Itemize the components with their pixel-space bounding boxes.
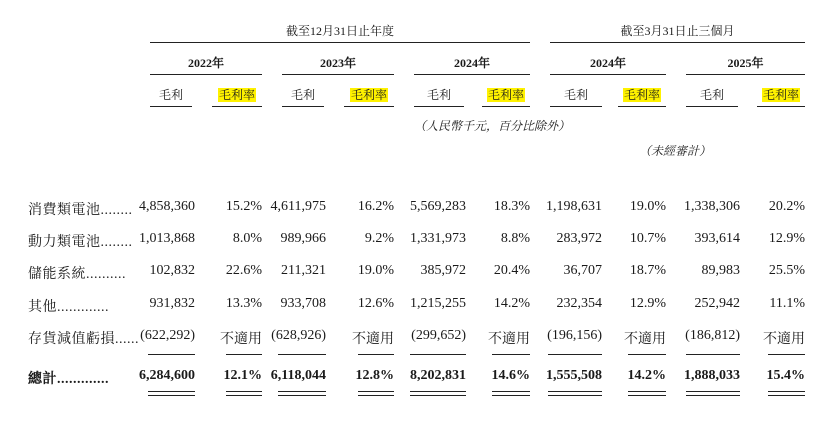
subtotal-rule (492, 354, 530, 355)
col-header-gross-profit: 毛利 (563, 88, 588, 102)
gross-margin-cell: 20.2% (768, 199, 805, 214)
gross-profit-cell: 1,215,255 (410, 296, 466, 311)
unaudited-note: （未經審計） (638, 144, 711, 158)
gross-profit-cell: 1,198,631 (546, 199, 602, 214)
gross-margin-cell: 不適用 (220, 332, 262, 347)
gross-profit-cell: 4,858,360 (139, 199, 195, 214)
fiscal-group-rule (150, 42, 530, 43)
gross-margin-cell: 12.8% (355, 368, 394, 383)
gross-margin-cell: 不適用 (488, 332, 530, 347)
row-label (28, 296, 109, 316)
total-double-rule-top (548, 391, 602, 392)
col-header-gross-margin: 毛利率 (487, 88, 524, 102)
gross-profit-cell: (299,652) (411, 328, 466, 343)
gross-margin-cell: 25.5% (768, 263, 805, 278)
gross-margin-cell: 不適用 (763, 332, 805, 347)
gross-margin-cell: 19.0% (629, 199, 666, 214)
col-header-gross-margin: 毛利率 (623, 88, 660, 102)
col-rule (344, 106, 394, 107)
col-rule (686, 106, 738, 107)
gross-margin-cell: 12.9% (768, 231, 805, 246)
year-header-2024: 2024年 (453, 56, 490, 70)
total-label (28, 368, 109, 388)
subtotal-rule (278, 354, 326, 355)
gross-profit-cell: 385,972 (420, 263, 466, 278)
total-double-rule-bottom (226, 395, 262, 396)
total-double-rule-bottom (278, 395, 326, 396)
gross-margin-cell: 14.6% (491, 368, 530, 383)
gross-profit-cell: 4,611,975 (270, 199, 326, 214)
gross-margin-cell: 10.7% (629, 231, 666, 246)
gross-margin-cell: 9.2% (364, 231, 394, 246)
total-double-rule-bottom (358, 395, 394, 396)
total-double-rule-top (410, 391, 466, 392)
gross-profit-cell: 6,118,044 (270, 368, 326, 383)
year-rule-2022 (150, 74, 262, 75)
gross-profit-cell: 1,888,033 (684, 368, 740, 383)
gross-margin-cell: 11.1% (769, 296, 805, 311)
dot-leader: ........ (100, 235, 133, 250)
col-rule (212, 106, 262, 107)
gross-profit-cell: 989,966 (280, 231, 326, 246)
gross-profit-cell: 283,972 (556, 231, 602, 246)
gross-margin-cell: 16.2% (357, 199, 394, 214)
col-header-gross-margin: 毛利率 (350, 88, 387, 102)
gross-profit-cell: 933,708 (280, 296, 326, 311)
year-header-2023: 2023年 (319, 56, 356, 70)
col-header-gross-margin: 毛利率 (762, 88, 799, 102)
subtotal-rule (226, 354, 262, 355)
gross-margin-cell: 12.1% (223, 368, 262, 383)
gross-margin-cell: 12.9% (629, 296, 666, 311)
subtotal-rule (628, 354, 666, 355)
subtotal-rule (410, 354, 466, 355)
year-rule-2024-q1 (550, 74, 666, 75)
gross-profit-cell: 931,832 (149, 296, 195, 311)
row-label-text: 總計 (28, 372, 57, 387)
col-header-gross-profit: 毛利 (426, 88, 451, 102)
total-double-rule-bottom (768, 395, 805, 396)
year-header-2024-q1: 2024年 (589, 56, 626, 70)
subtotal-rule (686, 354, 740, 355)
subtotal-rule (148, 354, 195, 355)
year-rule-2024 (414, 74, 530, 75)
gross-profit-cell: 1,338,306 (684, 199, 740, 214)
year-header-2025-q1: 2025年 (727, 56, 764, 70)
quarter-group-title: 截至3月31日止三個月 (620, 24, 735, 38)
gross-margin-cell: 不適用 (624, 332, 666, 347)
gross-profit-cell: 8,202,831 (410, 368, 466, 383)
col-rule (757, 106, 805, 107)
gross-profit-cell: 252,942 (694, 296, 740, 311)
total-double-rule-top (768, 391, 805, 392)
gross-margin-cell: 15.4% (766, 368, 805, 383)
dot-leader: ............. (57, 372, 109, 387)
gross-margin-cell: 20.4% (493, 263, 530, 278)
total-double-rule-top (278, 391, 326, 392)
gross-margin-cell: 14.2% (493, 296, 530, 311)
col-rule (414, 106, 464, 107)
row-label-text: 存貨減值虧損 (28, 332, 115, 347)
year-header-2022: 2022年 (187, 56, 224, 70)
gross-profit-cell: 89,983 (701, 263, 740, 278)
row-label-text: 儲能系統 (28, 267, 86, 282)
gross-profit-cell: 211,321 (281, 263, 326, 278)
gross-margin-cell: 22.6% (225, 263, 262, 278)
col-rule (482, 106, 530, 107)
total-double-rule-top (686, 391, 740, 392)
total-double-rule-top (226, 391, 262, 392)
gross-margin-cell: 8.8% (500, 231, 530, 246)
row-label-text: 其他 (28, 300, 57, 315)
dot-leader: ...... (115, 332, 139, 347)
total-double-rule-top (148, 391, 195, 392)
col-rule (150, 106, 192, 107)
dot-leader: .......... (86, 267, 126, 282)
gross-profit-cell: (622,292) (140, 328, 195, 343)
quarter-group-rule (550, 42, 805, 43)
dot-leader: ........ (100, 203, 133, 218)
subtotal-rule (548, 354, 602, 355)
total-double-rule-top (628, 391, 666, 392)
gross-profit-cell: 1,331,973 (410, 231, 466, 246)
gross-profit-cell: 36,707 (563, 263, 602, 278)
col-header-gross-profit: 毛利 (290, 88, 315, 102)
row-label-text: 動力類電池 (28, 235, 101, 250)
gross-profit-cell: 1,013,868 (139, 231, 195, 246)
total-double-rule-top (358, 391, 394, 392)
total-double-rule-bottom (492, 395, 530, 396)
col-rule (550, 106, 602, 107)
subtotal-rule (768, 354, 805, 355)
total-double-rule-bottom (628, 395, 666, 396)
dot-leader: ............. (57, 300, 109, 315)
gross-margin-cell: 18.3% (493, 199, 530, 214)
gross-profit-cell: 1,555,508 (546, 368, 602, 383)
unit-note: （人民幣千元，百分比除外） (414, 119, 571, 133)
col-rule (618, 106, 666, 107)
gross-profit-cell: 393,614 (694, 231, 740, 246)
gross-profit-cell: 6,284,600 (139, 368, 195, 383)
gross-margin-cell: 14.2% (627, 368, 666, 383)
gross-profit-cell: 232,354 (556, 296, 602, 311)
gross-margin-cell: 13.3% (225, 296, 262, 311)
total-double-rule-bottom (686, 395, 740, 396)
gross-profit-cell: 5,569,283 (410, 199, 466, 214)
col-rule (282, 106, 324, 107)
subtotal-rule (358, 354, 394, 355)
total-double-rule-bottom (410, 395, 466, 396)
col-header-gross-margin: 毛利率 (218, 88, 255, 102)
total-double-rule-top (492, 391, 530, 392)
gross-profit-cell: (186,812) (685, 328, 740, 343)
gross-margin-cell: 18.7% (629, 263, 666, 278)
col-header-gross-profit: 毛利 (699, 88, 724, 102)
gross-profit-cell: (628,926) (271, 328, 326, 343)
gross-margin-cell: 8.0% (232, 231, 262, 246)
col-header-gross-profit: 毛利 (158, 88, 183, 102)
year-rule-2023 (282, 74, 394, 75)
gross-profit-cell: 102,832 (149, 263, 195, 278)
total-double-rule-bottom (148, 395, 195, 396)
gross-margin-cell: 15.2% (225, 199, 262, 214)
gross-profit-cell: (196,156) (547, 328, 602, 343)
gross-margin-cell: 19.0% (357, 263, 394, 278)
fiscal-year-group-title: 截至12月31日止年度 (285, 24, 394, 38)
total-double-rule-bottom (548, 395, 602, 396)
gross-margin-cell: 12.6% (357, 296, 394, 311)
row-label-text: 消費類電池 (28, 203, 101, 218)
year-rule-2025-q1 (686, 74, 805, 75)
gross-margin-cell: 不適用 (352, 332, 394, 347)
